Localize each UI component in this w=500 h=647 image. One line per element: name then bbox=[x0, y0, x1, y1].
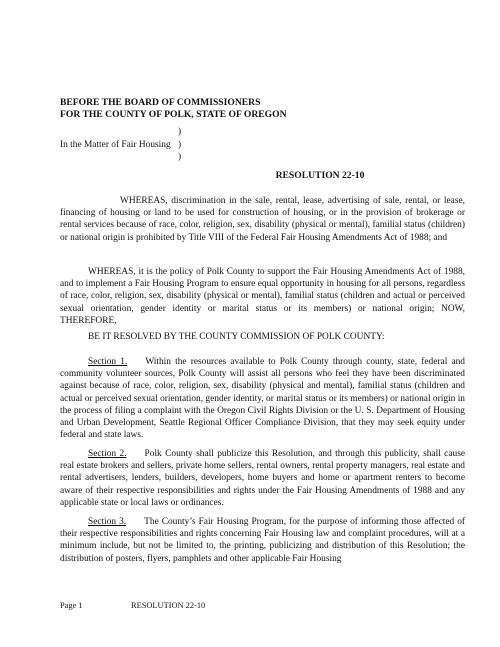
section-2-paragraph bbox=[60, 448, 465, 509]
section-1-text: Within the resources available to Polk County through county, state, federal and community volunteer sources, Polk County will assist all persons who feel they have been discriminated against because of race, color, religion, sex, disability (physical and mental), familial status (children and actual or perceived sexual orientation, gender identity, or marital status or its members) or national origin in the process of filing a complaint with the Oregon Civil Rights Division or the U. S. Department of Housing and Urban Development, Seattle Regional Officer Compliance Division, that they may seek equity under federal and state laws. bbox=[60, 357, 465, 441]
matter-text: In the Matter of Fair Housing bbox=[60, 140, 171, 150]
resolved-clause: BE IT RESOLVED BY THE COUNTY COMMISSION OF POLK COUNTY: bbox=[88, 332, 385, 342]
section-1-paragraph bbox=[60, 356, 465, 441]
county-heading: FOR THE COUNTY OF POLK, STATE OF OREGON bbox=[60, 109, 287, 120]
section-2-text: Polk County shall publicize this Resolution, and through this publicity, shall cause real estate brokers and sellers, private home sellers, rental owners, rental property managers, real estate and rental advertisers, lenders, builders, developers, home buyers and home or apartment renters to become aware of their respective responsibilities and rights under the Fair Housing Amendments of 1988 and any applicable state or local laws or ordinances. bbox=[60, 449, 466, 508]
board-heading: BEFORE THE BOARD OF COMMISSIONERS bbox=[60, 97, 261, 108]
caption-paren-top: ) bbox=[178, 127, 182, 137]
section-3-label: Section 3. bbox=[88, 517, 127, 527]
footer-document-name: RESOLUTION 22-10 bbox=[131, 601, 206, 610]
caption-paren-middle: ) bbox=[178, 140, 182, 150]
caption-paren-bottom: ) bbox=[178, 152, 182, 162]
footer-page-number: Page 1 bbox=[60, 601, 83, 610]
matter-caption bbox=[60, 140, 171, 150]
section-3-text: The County’s Fair Housing Program, for the purpose of informing those affected of their respective responsibilities and rights concerning Fair Housing law and complaint procedures, will at a minimum include, but not be limited to, the printing, publicizing and distribution of this Resolution; the distribution of posters, flyers, pamphlets and other applicable Fair Housing bbox=[60, 517, 466, 564]
whereas-paragraph-1: WHEREAS, discrimination in the sale, rental, lease, advertising of sale, rental, or lease, financing of housing or land to be used for construction of housing, or in the provision of brokerage or rental services because of race, color, religion, sex, disability (physical or mental), familial status (children) or national origin is prohibited by Title VIII of the Federal Fair Housing Amendments Act of 1988; and bbox=[60, 196, 465, 243]
section-1-label: Section 1. bbox=[88, 357, 128, 367]
whereas-paragraph-2: WHEREAS, it is the policy of Polk County to support the Fair Housing Amendments Act of 1988, and to implement a Fair Housing Program to ensure equal opportunity in housing for all persons, regardless of race, color, religion, sex, disability (physical or mental), familial status (children and actual or perceived sexual orientation, gender identity or marital status or its members) or national origin; NOW, THEREFORE, bbox=[60, 267, 465, 326]
section-3-paragraph bbox=[60, 516, 465, 565]
section-2-label: Section 2. bbox=[88, 449, 127, 459]
resolution-title: RESOLUTION 22-10 bbox=[275, 170, 365, 181]
